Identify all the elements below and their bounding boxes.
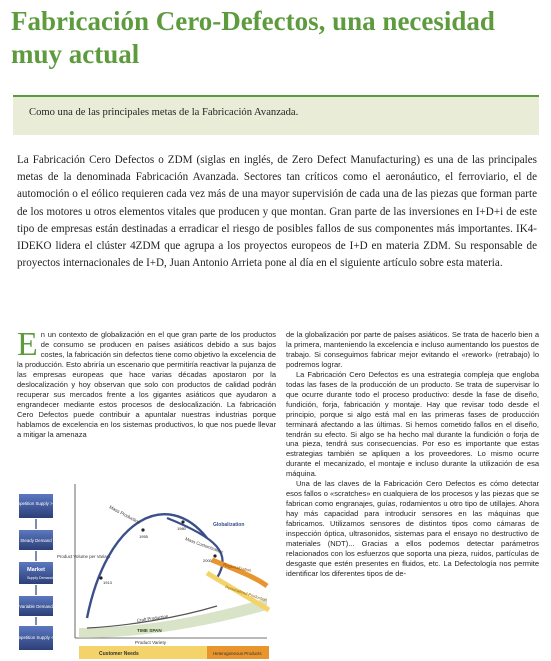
manufacturing-paradigm-figure: [0, 478, 276, 661]
box-market-label: Market: [26, 567, 46, 573]
year-2000-marker: [213, 554, 216, 557]
left-paragraph-1: [17, 326, 276, 439]
right-column: [286, 330, 539, 579]
box-more-competition-label: More Competition Supply < Demand: [0, 635, 72, 640]
year-1980-marker: [181, 520, 184, 523]
year-1955-marker: [141, 528, 144, 531]
box-steady-demand-label: Steady Demand: [20, 538, 52, 543]
personalized-production-label: Personalized Production: [224, 584, 268, 603]
year-1913-label: 1913: [103, 580, 112, 585]
mass-customization-label: Mass Customization: [184, 536, 224, 555]
drop-cap: E: [17, 326, 38, 363]
subtitle-box: [13, 95, 539, 135]
regionalization-label: Regionalization: [222, 562, 252, 573]
left-paragraph-1-text: n un contexto de globalización en el que gran parte de los productos de consumo se producen en países asiáticos debido a sus bajos costes, la fabricación sin defectos tiene como objetivo la excelencia de la producción. Esto abriría un escenario que permitiría reactivar la pujanza de las empresas europeas que hace varias décadas apostaron por la deslocalización y hoy observan que solo con productos de calidad podrán recuperar sus mercados frente a los gigantes asiáticos que ayudaron a engrandecer mediante estos procesos de deslocalización. La fabricación Cero Defectos puede contribuir a apuntalar nuestras industrias porque hablamos de excelencia en los sistemas productivos, lo que nos puede llevar a mitigar la amenaza: [17, 330, 276, 439]
mass-production-curve: [87, 514, 207, 618]
article-lead: La Fabricación Cero Defectos o ZDM (siglas en inglés, de Zero Defect Manufacturing) es una de las principales metas de la denominada Fabricación Avanzada. Sectores tan críticos como el aeronáutico, el ferroviario, el de automoción o el eólico requieren cada vez más de una mayor supervisión de cada una de las piezas que forman parte de los motores u otros elementos vitales que producen y que montan. Gran parte de las inversiones en I+D+i de este tipo de empresas están destinadas a erradicar el riesgo de posibles fallos de sus componentes más importantes. IK4-IDEKO lidera el clúster 4ZDM que agrupa a los proyectos europeos de I+D en materia ZDM. Su responsable de proyectos internacionales de I+D, Juan Antonio Arrieta pone al día en el siguiente artículo sobre esta materia.: [17, 154, 537, 270]
right-paragraph-2: La Fabricación Cero Defectos es una estrategia compleja que engloba todas las fases de la producción de un producto. Se trata de supervisar lo que ocurre durante todo el proceso productivo: desde la fase de diseño, fundición, forja, fabricación y montaje. Hay que revisar todo desde el principio, porque si algo está mal en las primeras fases de producción terminará afectando a las últimas. Si hemos cometido fallos en el diseño, tendrán su efecto. Si algo se ha hecho mal durante la fundición o forja de una pieza, tendrá sus consecuencias. Por eso es importante que estas estrategias también se apliquen a los proveedores. Lo mismo ocurre durante el mecanizado, el montaje e incluso durante la utilización de esa máquina.: [286, 369, 539, 479]
left-column: [17, 326, 276, 439]
box-low-competition-label: Low Competition Supply > Demand: [1, 501, 71, 506]
market-supply-label: Supply: [27, 576, 38, 580]
market-demand-label: Demand: [39, 576, 53, 580]
article-title: Fabricación Cero-Defectos, una necesidad muy actual: [11, 6, 495, 69]
customer-needs-label: Customer Needs: [99, 651, 139, 657]
mass-production-label: Mass Production: [108, 504, 142, 525]
box-market: [19, 562, 53, 584]
box-variable-demand-label: Variable Demand: [19, 604, 53, 609]
figure-svg: [0, 478, 276, 661]
year-1955-label: 1955: [139, 534, 148, 539]
x-axis-label: Product Variety: [135, 640, 167, 645]
y-axis-label: Product Volume per Variant: [57, 554, 111, 559]
time-span-band: [79, 598, 267, 638]
year-2000-label: 2000: [203, 558, 212, 563]
heterogeneous-products-label: Heterogeneous Products: [213, 651, 262, 656]
craft-production-label: Craft Production: [136, 613, 169, 623]
time-span-label: TIME SPAN: [137, 628, 162, 633]
right-paragraph-1: de la globalización por parte de países asiáticos. Se trata de hacerlo bien a la primera, manteniendo la excelencia e incluso aumentando los puestos de trabajo. Si conseguimos fabricar mejor evitando el «rework» (retrabajo) lo podremos lograr.: [286, 330, 539, 369]
year-1980-label: 1980: [177, 526, 186, 531]
globalization-label: Globalization: [213, 522, 245, 528]
right-paragraph-3: Una de las claves de la Fabricación Cero Defectos es cómo detectar esos fallos o «scratches» en cualquiera de los procesos y las piezas que se fabrican como engranajes, guías, rodamientos u otro tipo de utillajes. Ahora hay más capacidad para introducir sensores en las máquinas que fabricamos. Utilizamos sensores de distintos tipos como cámaras de inspección óptica, ultrasonidos, sistemas para el ensayo no destructivo de materiales (NDT)... Gracias a ellos podemos detectar parámetros relacionados con los esfuerzos que soporta una pieza, ruidos, partículas de desgaste que estén presentes en fluidos, etc. La Defectología nos permite identificar los diferentes tipos de de-: [286, 479, 539, 578]
box-low-competition: [19, 494, 53, 518]
article-subtitle: Como una de las principales metas de la Fabricación Avanzada.: [29, 107, 299, 118]
